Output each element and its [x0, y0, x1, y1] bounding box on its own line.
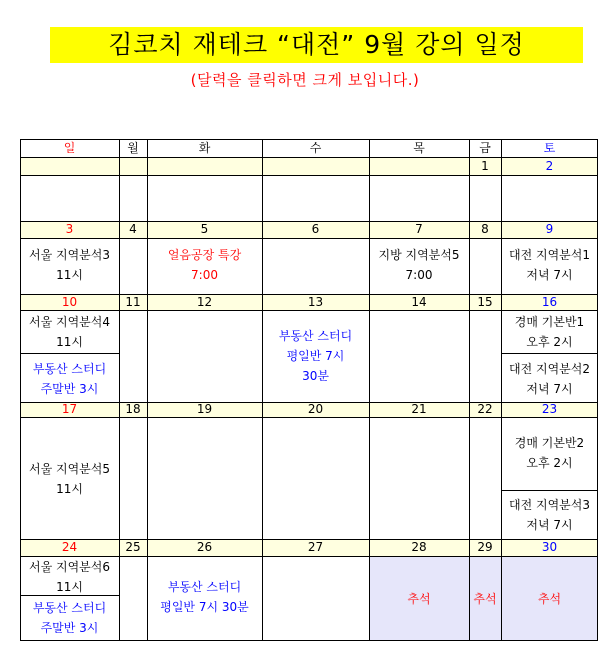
event-sep10-analysis — [20, 312, 119, 352]
weekday-sat: 토 — [543, 141, 556, 155]
date-week1-tue — [147, 157, 262, 175]
event-sep10-study-time: 주말반 3시 — [40, 382, 99, 396]
date-week3-thu: 14 — [411, 295, 427, 309]
event-sep23-analysis — [501, 495, 598, 535]
event-sep28-holiday: 추석 — [407, 592, 431, 606]
event-sep10-analysis-time: 11시 — [56, 335, 83, 349]
weekday-fri: 금 — [479, 141, 491, 155]
event-sep30-holiday: 추석 — [537, 592, 562, 606]
event-sep9-title: 대전 지역분석1 — [508, 248, 590, 262]
date-week3-fri: 15 — [477, 295, 493, 309]
event-sep16-auction-title: 경매 기본반1 — [514, 315, 585, 329]
date-week1-thu — [369, 157, 469, 175]
date-week4-wed: 20 — [307, 402, 324, 416]
date-week1-wed — [262, 157, 369, 175]
event-sep7 — [369, 245, 469, 285]
date-week2-sat: 9 — [545, 222, 554, 236]
event-sep16-auction — [501, 312, 598, 352]
date-week2-wed: 6 — [311, 222, 320, 236]
calendar-table[interactable] — [20, 139, 598, 641]
date-week2-fri: 8 — [481, 222, 489, 236]
event-sep24-study-time: 주말반 3시 — [40, 621, 99, 635]
date-week4-fri: 22 — [477, 402, 493, 416]
event-sep10-study-title: 부동산 스터디 — [32, 362, 107, 376]
weekday-wed: 수 — [309, 141, 322, 155]
date-week4-thu: 21 — [411, 402, 427, 416]
date-week3-sat: 16 — [541, 295, 558, 309]
event-sep3-time: 11시 — [56, 268, 83, 282]
event-sep10-analysis-title: 서울 지역분석4 — [28, 315, 110, 329]
event-sep5-title: 얼음공장 특강 — [167, 248, 242, 262]
event-sep9 — [501, 245, 598, 285]
event-sep13-time: 평일반 7시 — [286, 349, 345, 363]
weekday-sun: 일 — [63, 141, 76, 155]
page-title: 김코치 재테크 “대전” 9월 강의 일정 — [50, 27, 583, 63]
event-sep23-auction — [501, 433, 598, 473]
date-week5-thu: 28 — [411, 540, 427, 554]
event-sep5 — [147, 245, 262, 285]
date-week2-thu: 7 — [415, 222, 423, 236]
date-week1-fri: 1 — [481, 159, 489, 173]
event-sep29-holiday: 추석 — [473, 592, 497, 606]
weekday-thu: 목 — [413, 141, 425, 155]
event-sep23-auction-title: 경매 기본반2 — [514, 436, 585, 450]
event-sep23-auction-time: 오후 2시 — [526, 456, 573, 470]
weekday-mon: 월 — [127, 141, 139, 155]
event-sep9-time: 저녁 7시 — [526, 268, 573, 282]
event-sep10-study — [20, 359, 119, 399]
date-week5-sat: 30 — [541, 540, 558, 554]
event-sep23-analysis-title: 대전 지역분석3 — [508, 498, 590, 512]
event-sep17 — [20, 459, 119, 499]
date-week4-tue: 19 — [196, 402, 213, 416]
date-week2-tue: 5 — [200, 222, 209, 236]
date-week5-sun: 24 — [61, 540, 78, 554]
event-sep24-analysis-time: 11시 — [56, 580, 83, 594]
event-sep3 — [20, 245, 119, 285]
event-sep3-title: 서울 지역분석3 — [28, 248, 110, 262]
event-sep24-analysis-title: 서울 지역분석6 — [28, 560, 110, 574]
event-sep16-analysis-time: 저녁 7시 — [526, 382, 573, 396]
event-sep13-title: 부동산 스터디 — [278, 329, 353, 343]
event-sep24-analysis — [20, 557, 119, 597]
date-week3-sun: 10 — [61, 295, 78, 309]
event-sep26-title: 부동산 스터디 — [167, 580, 242, 594]
date-week5-tue: 26 — [196, 540, 213, 554]
page-subtitle[interactable]: (달력을 클릭하면 크게 보입니다.) — [190, 71, 420, 89]
date-week4-sat: 23 — [541, 402, 558, 416]
date-week4-mon: 18 — [125, 402, 141, 416]
event-sep17-time: 11시 — [56, 482, 83, 496]
event-sep5-time: 7:00 — [191, 268, 218, 282]
event-sep16-auction-time: 오후 2시 — [526, 335, 573, 349]
event-sep23-analysis-time: 저녁 7시 — [526, 518, 573, 532]
event-sep16-analysis-title: 대전 지역분석2 — [508, 362, 590, 376]
event-sep13-time2: 30분 — [302, 369, 329, 383]
date-week5-mon: 25 — [125, 540, 141, 554]
event-sep24-study — [20, 598, 119, 638]
event-sep7-time: 7:00 — [405, 268, 433, 282]
date-week3-mon: 11 — [125, 295, 141, 309]
date-week1-sun — [20, 157, 119, 175]
event-sep16-analysis — [501, 359, 598, 399]
date-week5-wed: 27 — [307, 540, 324, 554]
event-sep24-study-title: 부동산 스터디 — [32, 601, 107, 615]
event-sep26-time: 평일반 7시 30분 — [160, 600, 249, 614]
date-week2-mon: 4 — [129, 222, 137, 236]
event-sep17-title: 서울 지역분석5 — [28, 462, 110, 476]
date-week3-wed: 13 — [307, 295, 324, 309]
event-sep26 — [147, 577, 262, 617]
date-week2-sun: 3 — [65, 222, 74, 236]
weekday-tue: 화 — [198, 141, 211, 155]
date-week5-fri: 29 — [477, 540, 493, 554]
date-week4-sun: 17 — [61, 402, 78, 416]
event-sep13 — [262, 326, 369, 386]
date-week1-mon — [119, 157, 147, 175]
event-sep7-title: 지방 지역분석5 — [378, 248, 460, 262]
date-week3-tue: 12 — [196, 295, 213, 309]
date-week1-sat: 2 — [545, 159, 554, 173]
